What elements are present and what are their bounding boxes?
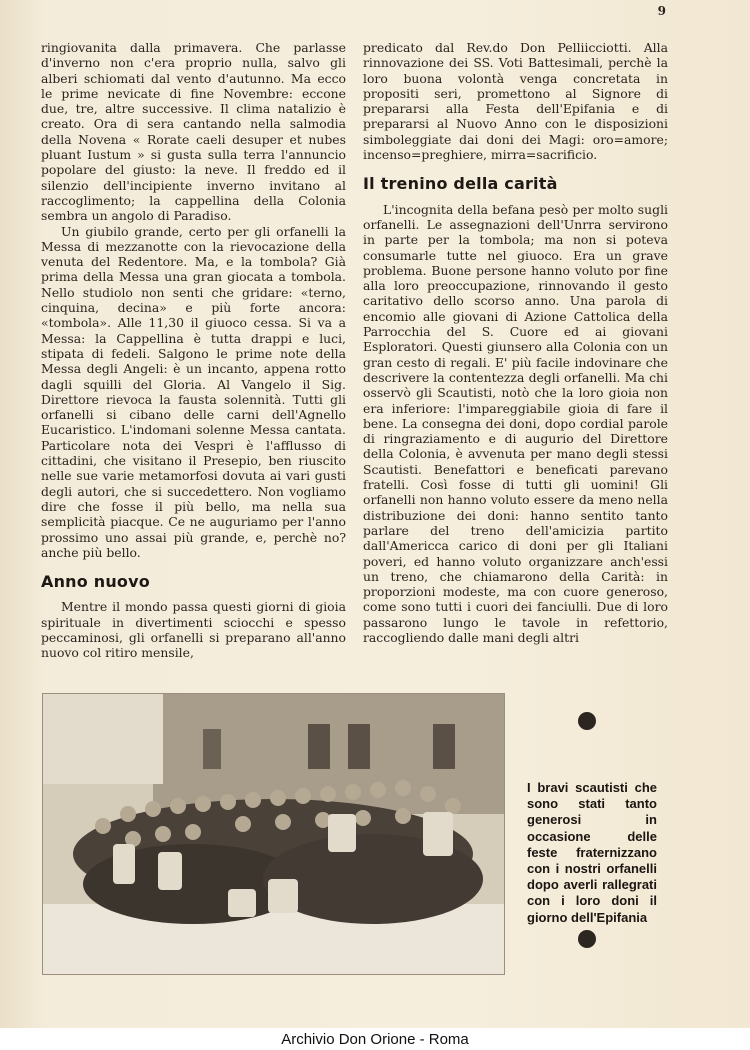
right-paragraph-1: predicato dal Rev.do Don Pelliicciotti. Alla rinnovazione dei SS. Voti Battesimali, perchè la loro buona volontà venga concretata in propositi seri, promettono al Signore di prepararsi alla Festa dell'Epifania e di prepararsi al Nuovo Anno con le disposizioni simboleggiate dai doni dei Magi: oro=amore; incenso=preghiere, mirra=sacrificio. <box>363 40 668 163</box>
right-paragraph-2: L'incognita della befana pesò per molto sugli orfanelli. Le assegnazioni dell'Unrra servirono in parte per la tombola; ma non si poteva consumarle tutte nel giuoco. Era un grave problema. Buone persone hanno voluto por fine alla loro preoccupazione, rinnovando il gesto caritativo dello scorso anno. Una parola di encomio alle giovani di Azione Cattolica della Parrocchia del S. Cuore ed ai giovani Esploratori. Questi giunsero alla Colonia con un gran cesto di regali. E' più facile indovinare che descrivere la contentezza degli orfanelli. Ma chi osservò gli Scautisti, notò che la loro gioia non era inferiore: l'impareggiabile gioia di fare il bene. La consegna dei doni, dopo cordial parole di ringraziamento e di augurio del Direttore della Colonia, è avvenuta per mano degli stessi Scautisti. Benefattori e beneficati parevano fratelli. Così fosse di tutti gli uomini! Gli orfanelli non hanno voluto essere da meno nella distribuzione dei doni: hanno sentito tanto parlare del treno dell'amicizia partito dall'Americca carico di doni per gli Italiani poveri, ed hanno voluto organizzare anch'essi un treno, che chiamarono della Carità: in proporzioni modeste, ma con cuore generoso, come sono tutti i cuori dei fanciulli. Due di loro passarono lungo le tavole in refettorio, raccogliendo dalle mani degli altri <box>363 201 668 645</box>
left-paragraph-3: Mentre il mondo passa questi giorni di gioia spirituale in divertimenti sciocchi e spesso peccaminosi, gli orfanelli si preparano all'anno nuovo col ritiro mensile, <box>41 599 346 661</box>
heading-trenino-carita: Il trenino della carità <box>363 174 558 194</box>
decorative-bullet-top <box>578 712 596 730</box>
page-number: 9 <box>657 4 666 18</box>
right-column <box>363 40 668 645</box>
left-paragraph-2: Un giubilo grande, certo per gli orfanelli la Messa di mezzanotte con la rievocazione della venuta del Redentore. Ma, e la tombola? Già prima della Messa una gran giocata a tombola. Nello studiolo non senti che gridare: «terno, cinquina, decina» e più forte ancora: «tombola». Alle 11,30 il giuoco cessa. Si va a Messa: la Cappellina è tutta drappi e luci, stipata di fedeli. Salgono le prime note della Messa degli Angeli: è un incanto, appena rotto dagli squilli del Gloria. Al Vangelo il Sig. Direttore rievoca la fausta solennità. Tutti gli orfanelli si cibano delle carni dell'Agnello Eucaristico. L'indomani solenne Messa cantata. Particolare nota dei Vespri è l'afflusso di cittadini, che visitano il Presepio, ben riuscito nelle sue varie metamorfosi dovuta ai vari gusti degli autori, che si succedettero. Non vogliamo dire che fosse il più bello, ma nella sua semplicità piacque. Ce ne auguriamo per l'anno prossimo uno assai più grande, e, perchè no? anche più bello. <box>41 223 346 560</box>
archive-label: Archivio Don Orione - Roma <box>281 1031 469 1048</box>
decorative-bullet-bottom <box>578 930 596 948</box>
photo-caption: I bravi scautisti che sono stati tanto generosi in occasione delle feste fraternizzano con i nostri orfanelli dopo averli rallegrati con i loro doni il giorno dell'Epifania <box>527 780 657 925</box>
left-paragraph-1: ringiovanita dalla primavera. Che parlasse d'inverno non c'era proprio nulla, salvo gli alberi schiomati dal vento d'autunno. Ma ecco le prime nevicate di fine Novembre: eccone due, tre, altre successive. Il clima natalizio è creato. Ora di sera cantando nella salmodia della Novena « Rorate caeli desuper et nubes pluant Iustum » si gusta sulla terra l'annuncio popolare del giusto: la neve. Il freddo ed il silenzio dell'incipiente inverno invitano al raccoglimento; la cappellina della Colonia sembra un angolo di Paradiso. <box>41 40 346 224</box>
group-photo <box>42 693 505 975</box>
group-photo-illustration <box>43 694 504 974</box>
heading-anno-nuovo: Anno nuovo <box>41 572 150 592</box>
left-column <box>41 40 346 661</box>
